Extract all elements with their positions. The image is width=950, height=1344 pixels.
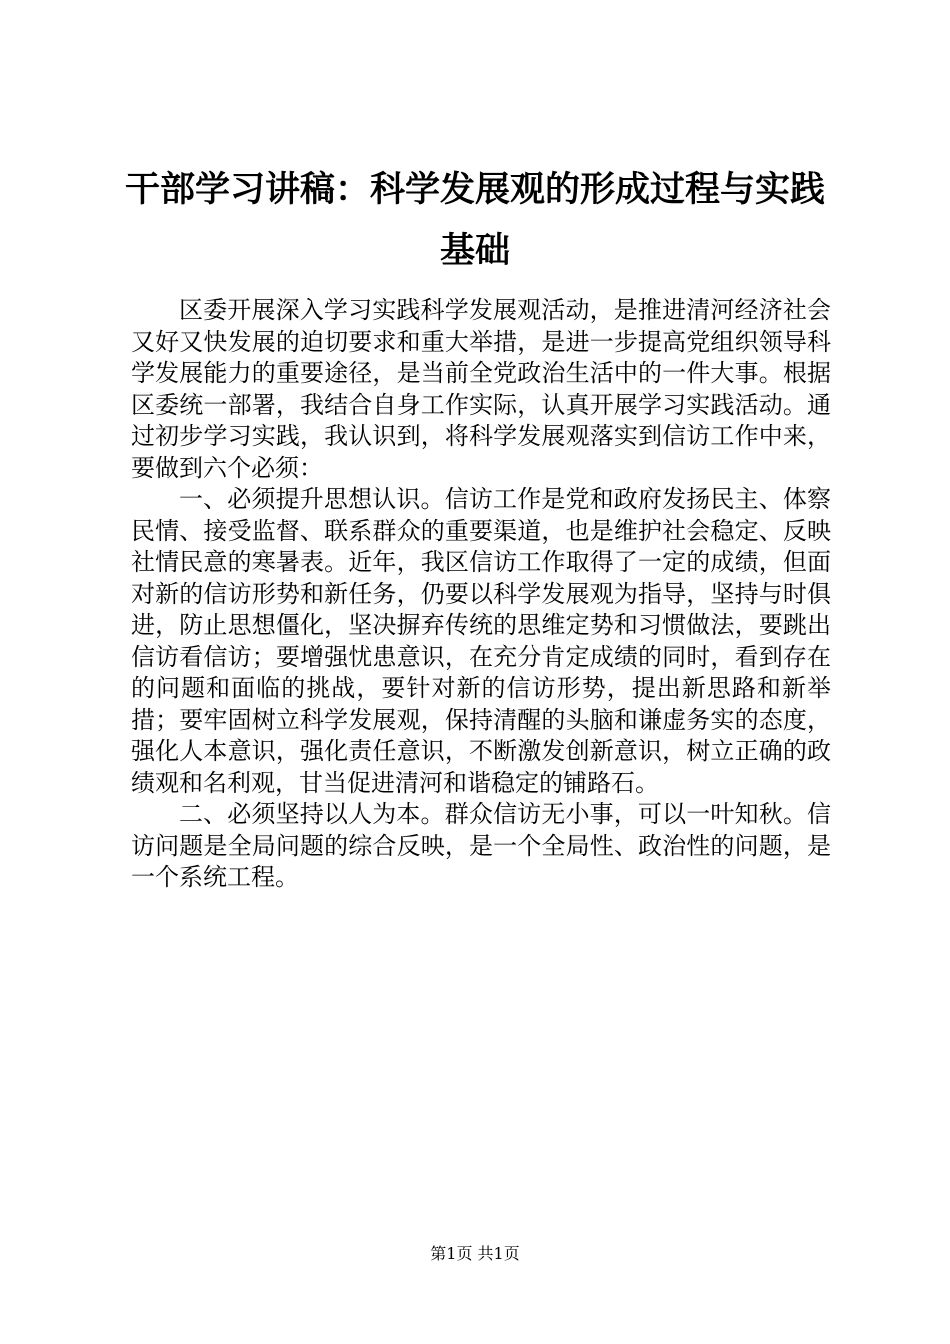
paragraph-section-1: 一、必须提升思想认识。信访工作是党和政府发扬民主、体察民情、接受监督、联系群众的重要渠道，也是维护社会稳定、反映社情民意的寒暑表。近年，我区信访工作取得了一定的成绩，但面对新的信访形势和新任务，仍要以科学发展观为指导，坚持与时俱进，防止思想僵化，坚决摒弃传统的思维定势和习惯做法，要跳出信访看信访；要增强忧患意识，在充分肯定成绩的同时，看到存在的问题和面临的挑战，要针对新的信访形势，提出新思路和新举措；要牢固树立科学发展观，保持清醒的头脑和谦虚务实的态度，强化人本意识，强化责任意识，不断激发创新意识，树立正确的政绩观和名利观，甘当促进清河和谐稳定的铺路石。 (131, 485, 831, 797)
document-body (131, 295, 831, 894)
page-number-footer: 第1页 共1页 (430, 1244, 520, 1263)
paragraph-section-2: 二、必须坚持以人为本。群众信访无小事，可以一叶知秋。信访问题是全局问题的综合反映，是一个全局性、政治性的问题，是一个系统工程。 (131, 800, 831, 891)
document-title: 干部学习讲稿：科学发展观的形成过程与实践基础 (124, 170, 825, 271)
paragraph-intro: 区委开展深入学习实践科学发展观活动，是推进清河经济社会又好又快发展的迫切要求和重大举措，是进一步提高党组织领导科学发展能力的重要途径，是当前全党政治生活中的一件大事。根据区委统一部署，我结合自身工作实际，认真开展学习实践活动。通过初步学习实践，我认识到，将科学发展观落实到信访工作中来，要做到六个必须： (131, 296, 831, 482)
